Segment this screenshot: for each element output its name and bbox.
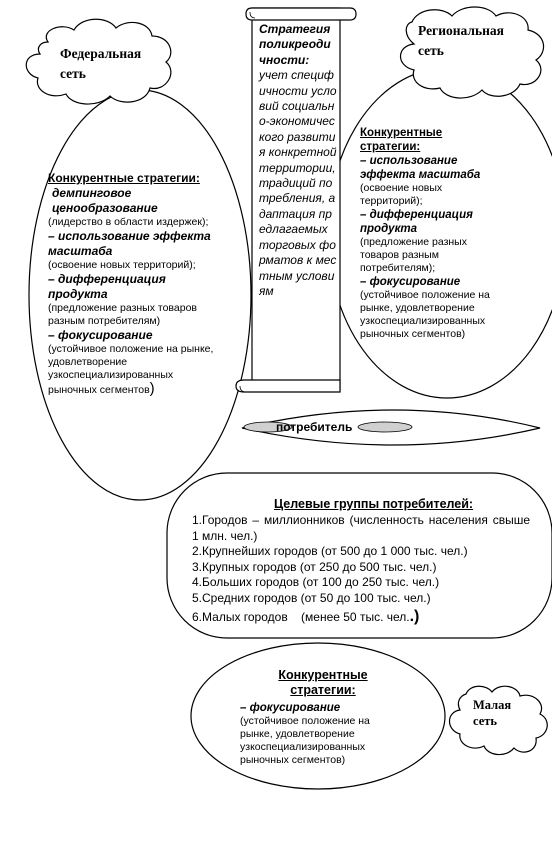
federal-s1-desc: (лидерство в области издержек); — [48, 216, 209, 228]
target-group-4: 4.Больших городов (от 100 до 250 тыс. чел.) — [192, 575, 440, 590]
federal-s1-name: демпинговое ценообразование — [52, 186, 158, 215]
target-groups-list — [192, 513, 530, 625]
regional-strategies-title: Конкурентные стратегии: — [360, 127, 443, 153]
target-group-1: 1.Городов – миллионников (численность населения свыше 1 млн. чел.) — [192, 513, 530, 543]
regional-s1-desc: (освоение новых территорий); — [360, 182, 443, 207]
target-group-2: 2.Крупнейших городов (от 500 до 1 000 тыс. чел.) — [192, 544, 468, 559]
target-group-3: 3.Крупных городов (от 250 до 500 тыс. чел.) — [192, 559, 437, 574]
regional-network-label: Региональная сеть — [418, 23, 504, 58]
federal-strategies-title: Конкурентные стратегии: — [48, 171, 200, 185]
target-group-5: 5.Средних городов (от 50 до 100 тыс. чел.) — [192, 590, 431, 605]
scroll-title: Стратегия поликреодичности: — [259, 22, 331, 67]
regional-s2-name: – дифференциация продукта — [360, 209, 473, 235]
federal-strategies — [48, 171, 220, 397]
federal-s2-desc: (освоение новых территорий); — [48, 259, 196, 271]
federal-s3-desc: (предложение разных товаров разным потребителям) — [48, 302, 197, 327]
scroll-text — [259, 22, 337, 299]
target-group-6: 6.Малых городов (менее 50 тыс. чел. — [192, 609, 410, 624]
federal-s4-close: ) — [149, 380, 155, 397]
consumer-label: потребитель — [276, 420, 353, 434]
small-network-label: Малая сеть — [473, 698, 512, 728]
small-strategies-title: Конкурентные стратегии: — [278, 668, 368, 697]
target-groups-title: Целевые группы потребителей: — [274, 497, 474, 511]
federal-s2-name: – использование эффекта масштаба — [48, 229, 211, 258]
scroll-body: учет специфичности условий социально-экономического развития конкретной территории, традиций потребления, адаптация предлагаемых торговых форматов к местным условиям — [259, 68, 337, 298]
federal-s4-desc: (устойчивое положение на рынке, удовлетворение узкоспециализированных рыночных сегментов — [48, 343, 214, 396]
federal-s4-name: – фокусирование — [48, 328, 153, 342]
small-s1-desc: (устойчивое положение на рынке, удовлетворение узкоспециализированных рыночных сегментов) — [240, 715, 370, 766]
federal-s3-name: – дифференциация продукта — [48, 272, 166, 301]
small-strategies — [240, 701, 398, 767]
regional-s3-desc: (устойчивое положение на рынке, удовлетворение узкоспециализированных рыночных сегментов) — [360, 289, 490, 340]
federal-network-label: Федеральная сеть — [60, 46, 142, 81]
regional-strategies — [360, 126, 500, 341]
regional-s2-desc: (предложение разных товаров разным потребителям); — [360, 236, 467, 274]
regional-s3-name: – фокусирование — [360, 276, 461, 288]
small-s1-name: – фокусирование — [240, 702, 341, 714]
regional-s1-name: – использование эффекта масштаба — [360, 155, 481, 181]
consumer-lens-inner-right — [358, 422, 412, 432]
target-group-6-close: .) — [409, 607, 420, 625]
